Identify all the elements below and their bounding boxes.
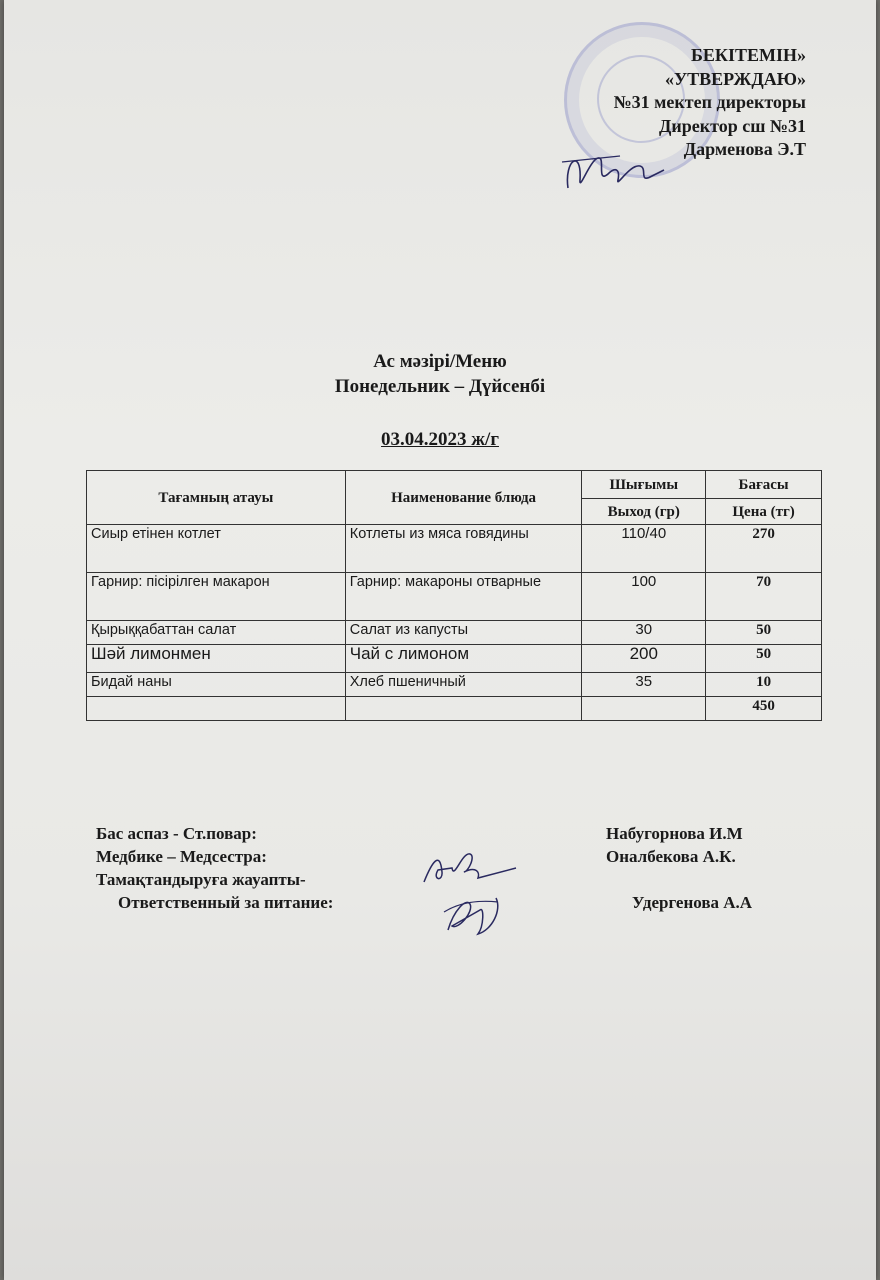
cell-price: 70 — [706, 573, 822, 621]
cell-ru: Хлеб пшеничный — [345, 673, 582, 697]
signer-role: Тамақтандыруға жауапты- — [96, 870, 306, 889]
signer-role: Бас аспаз - Ст.повар: — [96, 824, 257, 843]
cell-kz: Сиыр етінен котлет — [87, 525, 346, 573]
cell-yield: 35 — [582, 673, 706, 697]
responsible-signature — [440, 890, 510, 942]
cell-kz: Шәй лимонмен — [87, 645, 346, 673]
cell-ru: Чай с лимоном — [345, 645, 582, 673]
approval-line: БЕКІТЕМІН» — [691, 45, 806, 65]
cell-price: 50 — [706, 621, 822, 645]
header-ru-name: Наименование блюда — [345, 471, 582, 525]
cell-price: 50 — [706, 645, 822, 673]
table-row — [87, 673, 822, 697]
director-signature — [560, 140, 670, 200]
signer-role: Медбике – Медсестра: — [96, 847, 267, 866]
menu-title: Ас мәзірі/Меню — [373, 351, 507, 372]
menu-table — [86, 470, 822, 721]
header-price-kz: Бағасы — [706, 471, 822, 499]
cell-yield: 30 — [582, 621, 706, 645]
table-row — [87, 621, 822, 645]
signer-role: Ответственный за питание: — [118, 893, 334, 912]
cell-kz: Бидай наны — [87, 673, 346, 697]
table-row — [87, 573, 822, 621]
signer-name: Оналбекова А.К. — [606, 847, 736, 866]
header-yield-ru: Выход (гр) — [582, 499, 706, 525]
cell-ru: Салат из капусты — [345, 621, 582, 645]
approval-line: №31 мектеп директоры — [613, 92, 806, 112]
cell-ru: Котлеты из мяса говядины — [345, 525, 582, 573]
cell-total: 450 — [706, 697, 822, 721]
menu-date: 03.04.2023 ж/г — [381, 429, 499, 450]
table-row — [87, 525, 822, 573]
cell-ru: Гарнир: макароны отварные — [345, 573, 582, 621]
approval-line: «УТВЕРЖДАЮ» — [664, 68, 806, 89]
header-kz-name: Тағамның атауы — [87, 471, 346, 525]
menu-day: Понедельник – Дүйсенбі — [334, 376, 546, 397]
approval-line: Дарменова Э.Т — [683, 139, 806, 159]
cell-price: 270 — [706, 525, 822, 573]
cell-yield: 100 — [582, 573, 706, 621]
cell-price: 10 — [706, 673, 822, 697]
cell-yield: 200 — [582, 645, 706, 673]
table-total-row — [87, 697, 822, 721]
approval-line: Директор сш №31 — [658, 115, 806, 136]
header-price-ru: Цена (тг) — [706, 499, 822, 525]
table-row — [87, 645, 822, 673]
cell-kz: Гарнир: пісірілген макарон — [87, 573, 346, 621]
signer-name: Удергенова А.А — [632, 893, 753, 912]
signer-name: Набугорнова И.М — [606, 824, 743, 843]
nurse-signature — [418, 842, 518, 890]
header-yield-kz: Шығымы — [582, 471, 706, 499]
cell-yield: 110/40 — [582, 525, 706, 573]
cell-kz: Қырыққабаттан салат — [87, 621, 346, 645]
